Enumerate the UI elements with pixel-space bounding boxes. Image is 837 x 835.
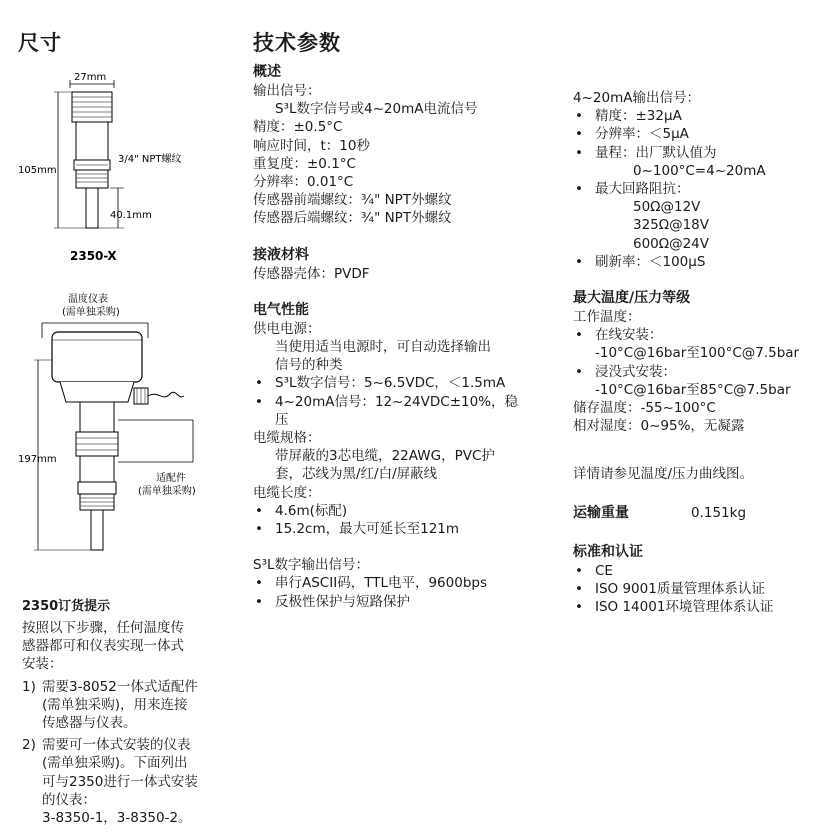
standard-item: • ISO 9001质量管理体系认证	[573, 580, 799, 598]
assembly-height-label: 197mm	[18, 454, 57, 465]
cable-desc: 套，芯线为黑/红/白/屏蔽线	[275, 466, 438, 483]
step-number: 2)	[22, 737, 36, 754]
analog-bullet: • 分辨率：＜5µA	[573, 125, 799, 143]
order-step-1	[22, 678, 222, 733]
cable-spec-label: 电缆规格：	[253, 430, 321, 447]
supply-bullet: • S³L数字信号：5~6.5VDC，＜1.5mA	[253, 374, 518, 392]
fitting-label: 适配件	[156, 473, 186, 484]
temp-bullet: • 在线安装：	[573, 326, 799, 344]
temp-pressure-heading: 最大温度/压力等级	[573, 290, 691, 307]
step-line: 需要3-8052一体式适配件	[42, 678, 198, 695]
s3l-heading: S³L数字输出信号：	[253, 557, 370, 574]
specs-right-column	[573, 89, 799, 616]
range-value: 0~100°C=4~20mA	[633, 162, 766, 179]
specs-title: 技术参数	[253, 31, 341, 55]
shipping-weight	[573, 504, 799, 523]
meter-label: 温度仪表	[68, 294, 108, 305]
model-label: 2350-X	[70, 249, 117, 263]
fitting-purchase-label: (需单独采购)	[138, 486, 196, 497]
step-line: (需单独采购)，用来连接	[42, 696, 188, 713]
spec-line: 输出信号：	[253, 83, 321, 99]
supply-bullet: • 4~20mA信号：12~24VDC±10%，稳	[253, 393, 518, 411]
load-value: 50Ω@12V	[633, 199, 701, 216]
spec-line: 传感器后端螺纹：¾" NPT外螺纹	[253, 210, 452, 227]
meter-assembly-drawing	[18, 290, 218, 560]
humidity: 相对湿度：0~95%，无凝露	[573, 418, 745, 435]
temp-bullet: • 浸没式安装：	[573, 363, 799, 381]
cable-length-bullet: • 15.2cm，最大可延长至121m	[253, 520, 518, 538]
spec-line: 重复度：±0.1°C	[253, 155, 356, 172]
spec-line: S³L数字信号或4~20mA电流信号	[275, 101, 478, 118]
dimensions-title: 尺寸	[18, 31, 62, 55]
step-line: 传感器与仪表。	[42, 715, 137, 732]
sensor-dimension-drawing	[18, 70, 208, 270]
shipping-label: 运输重量	[573, 504, 629, 521]
analog-bullet: • 精度：±32µA	[573, 107, 799, 125]
top-width-label: 27mm	[74, 72, 107, 83]
analog-bullet: • 刷新率：＜100µS	[573, 253, 799, 271]
step-line: 可与2350进行一体式安装	[42, 773, 198, 790]
temp-value: -10°C@16bar至85°C@7.5bar	[595, 381, 791, 398]
order-intro-line: 安装：	[22, 656, 63, 673]
supply-desc: 信号的种类	[275, 357, 343, 374]
temp-value: -10°C@16bar至100°C@7.5bar	[595, 345, 800, 362]
height-label: 105mm	[18, 165, 57, 176]
step-line: 的仪表：	[42, 791, 96, 808]
order-title: 2350订货提示	[22, 599, 111, 614]
s3l-bullet: • 反极性保护与短路保护	[253, 593, 518, 611]
spec-line: 分辨率：0.01°C	[253, 174, 354, 191]
cable-length-label: 电缆长度：	[253, 484, 321, 501]
step-line: (需单独采购)。下面列出	[42, 755, 188, 772]
supply-label: 供电电源：	[253, 320, 321, 337]
thread-label: 3/4" NPT螺纹	[118, 154, 182, 165]
standard-item: • CE	[573, 562, 799, 580]
wetted-heading: 接液材料	[253, 246, 309, 263]
load-value: 600Ω@24V	[633, 235, 709, 252]
curve-note: 详情请参见温度/压力曲线图。	[573, 466, 754, 483]
standards-heading: 标准和认证	[573, 543, 643, 560]
spec-line: 精度：±0.5°C	[253, 119, 343, 136]
spec-line: 响应时间，t：10秒	[253, 137, 370, 154]
load-value: 325Ω@18V	[633, 217, 709, 234]
order-hints	[22, 597, 222, 827]
work-temp-label: 工作温度：	[573, 309, 641, 326]
meter-list: 3-8350-1，3-8350-2。	[42, 810, 192, 827]
analog-bullet: • 最大回路阻抗：	[573, 180, 799, 198]
analog-bullet: • 量程：出厂默认值为	[573, 144, 799, 162]
cable-desc: 带屏蔽的3芯电缆，22AWG，PVC护	[275, 448, 495, 465]
stem-length-label: 40.1mm	[110, 210, 152, 221]
analog-heading: 4~20mA输出信号：	[573, 90, 700, 106]
order-step-2	[22, 736, 222, 827]
cable-length-bullet: • 4.6m(标配)	[253, 502, 518, 520]
step-number: 1)	[22, 678, 36, 695]
supply-bullet-cont: 压	[275, 411, 289, 428]
meter-purchase-label: (需单独采购)	[62, 307, 120, 318]
wetted-line: 传感器壳体：PVDF	[253, 265, 370, 282]
supply-desc: 当使用适当电源时，可自动选择输出	[275, 339, 491, 356]
shipping-value: 0.151kg	[691, 504, 747, 521]
spec-line: 传感器前端螺纹：¾" NPT外螺纹	[253, 192, 452, 209]
s3l-bullet: • 串行ASCII码，TTL电平，9600bps	[253, 574, 518, 592]
overview-heading: 概述	[253, 64, 281, 80]
step-line: 需要可一体式安装的仪表	[42, 737, 191, 754]
specs-column	[253, 63, 518, 611]
order-intro-line: 按照以下步骤，任何温度传	[22, 620, 184, 636]
order-intro-line: 感器都可和仪表实现一体式	[22, 638, 184, 655]
standard-item: • ISO 14001环境管理体系认证	[573, 598, 799, 616]
electrical-heading: 电气性能	[253, 301, 309, 318]
storage-temp: 储存温度：-55~100°C	[573, 400, 716, 417]
